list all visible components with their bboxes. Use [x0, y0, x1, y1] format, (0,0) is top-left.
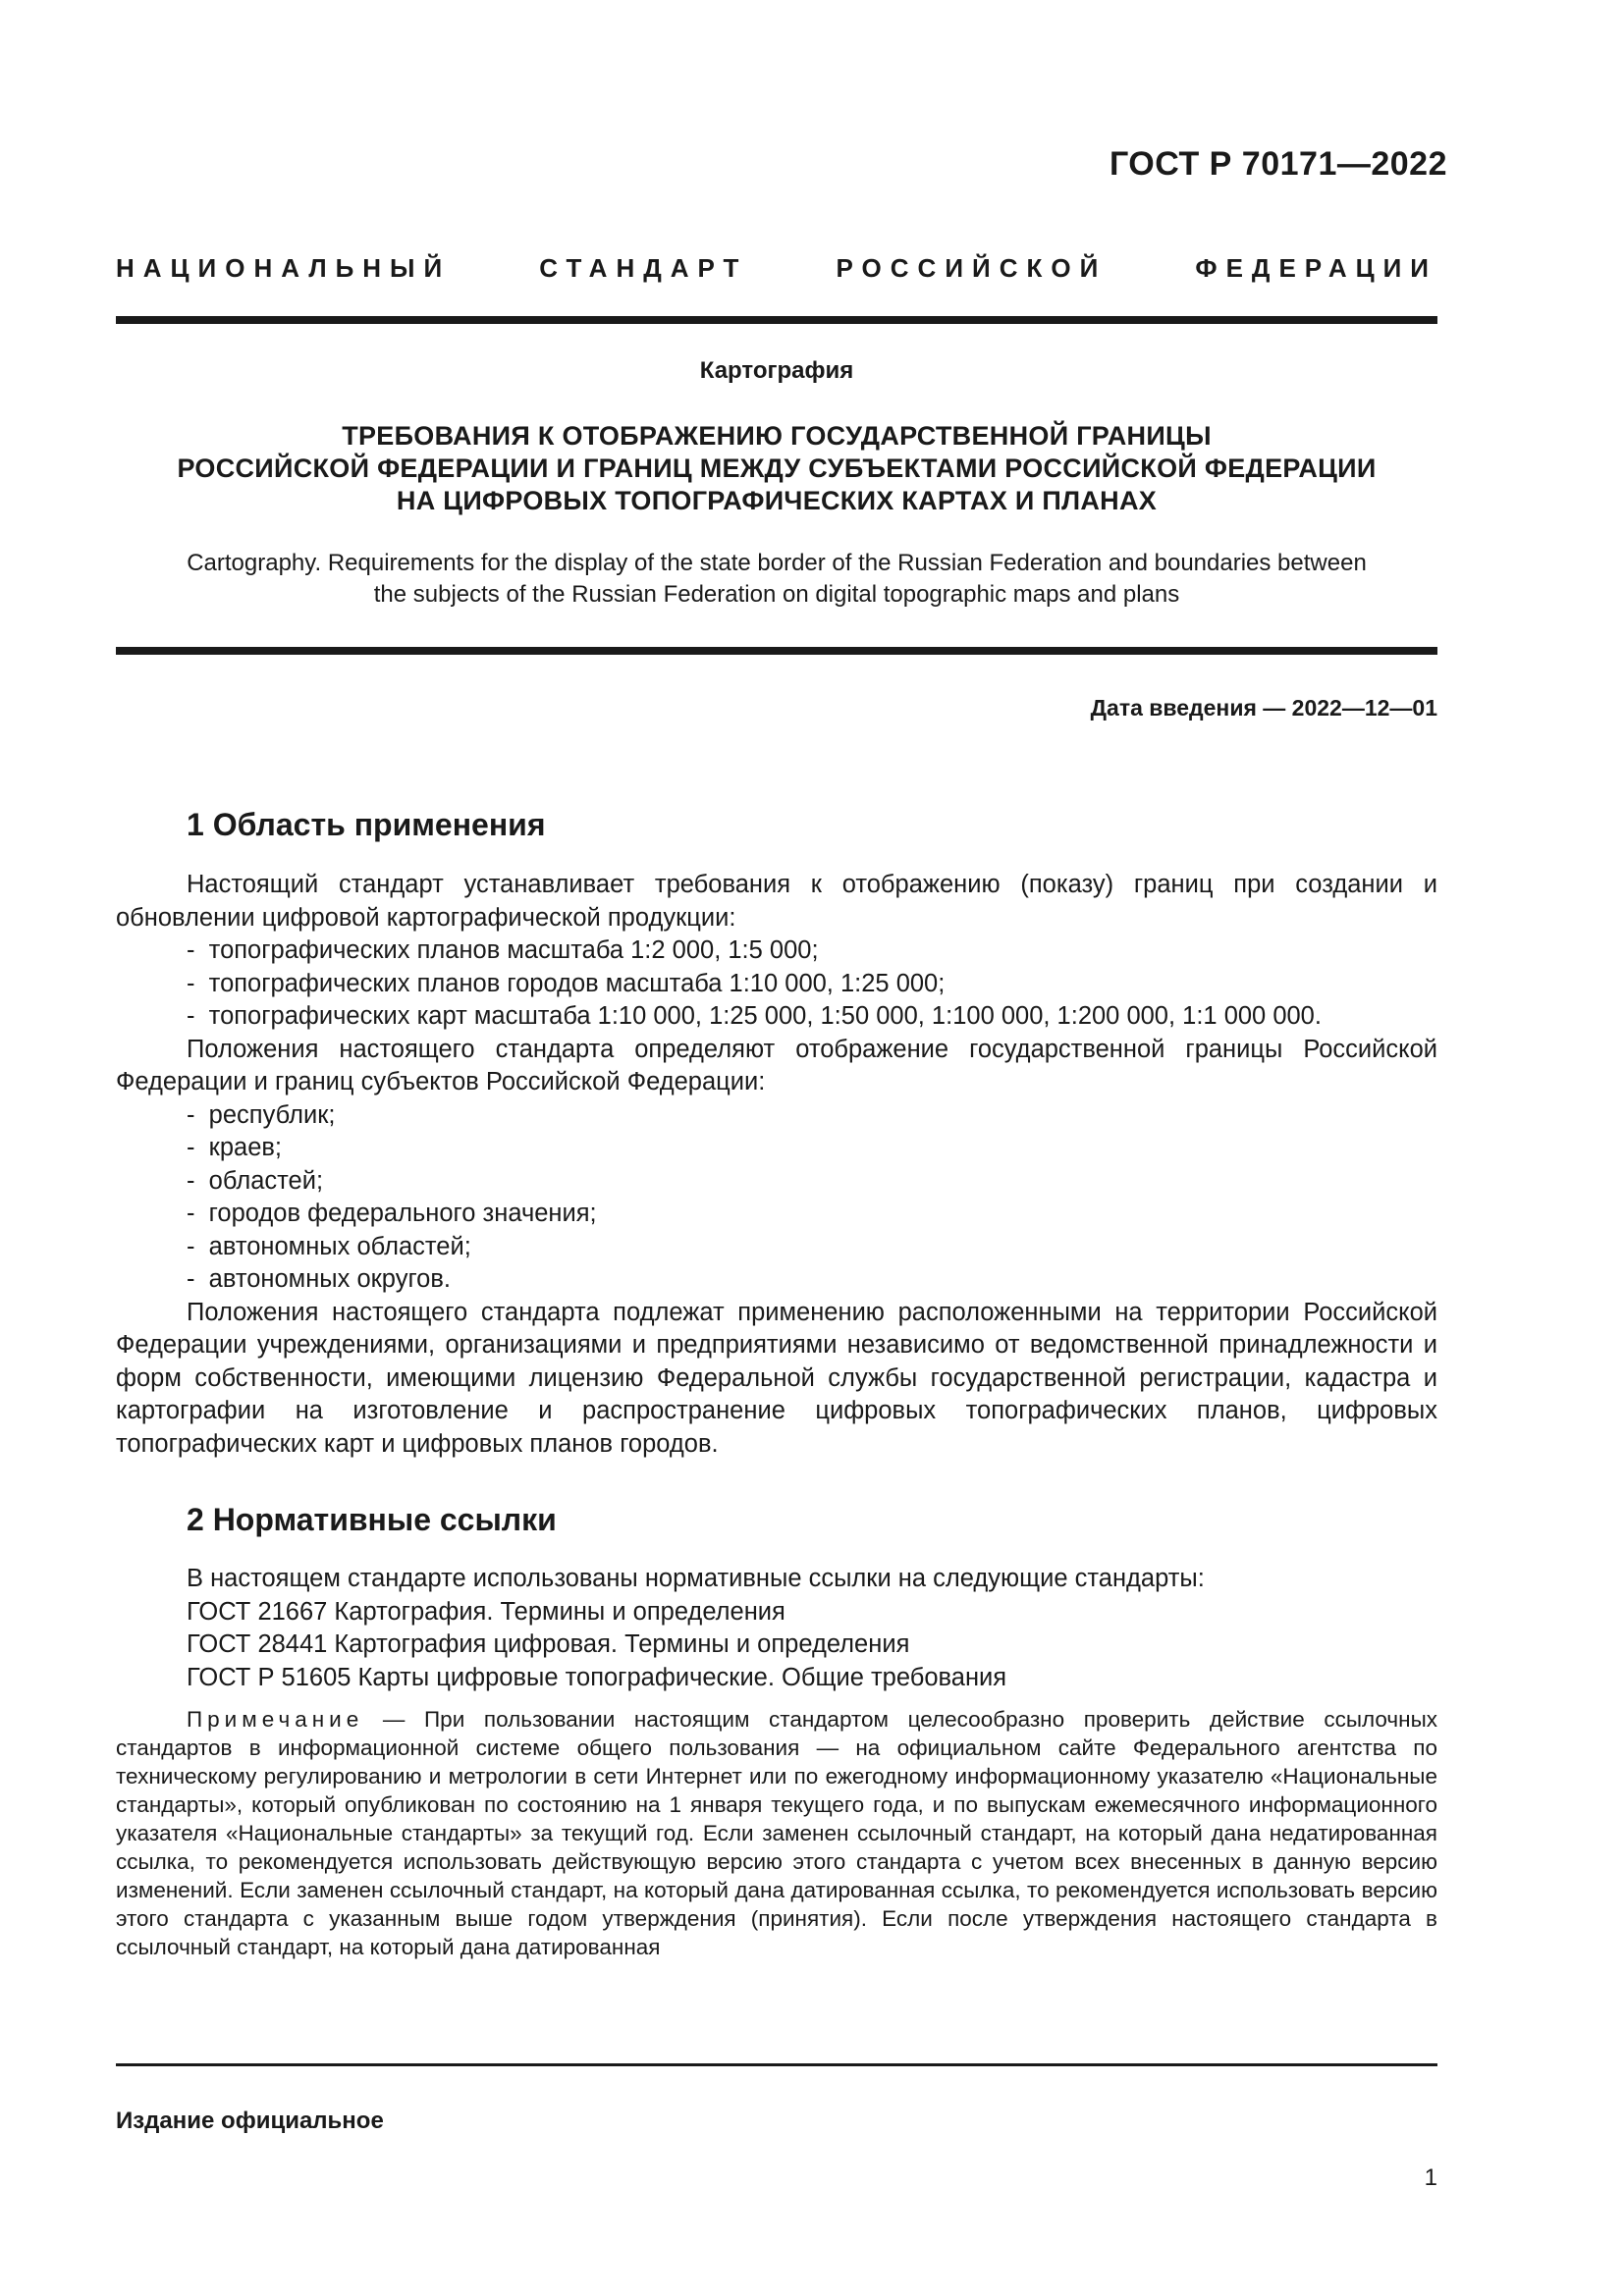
title-ru-line: РОССИЙСКОЙ ФЕДЕРАЦИИ И ГРАНИЦ МЕЖДУ СУБЪЕКТАМИ РОССИЙСКОЙ ФЕДЕРАЦИИ — [177, 454, 1377, 483]
title-ru-line: ТРЕБОВАНИЯ К ОТОБРАЖЕНИЮ ГОСУДАРСТВЕННОЙ ГРАНИЦЫ — [342, 421, 1212, 451]
list-item: - автономных округов. — [116, 1263, 1437, 1297]
section-2-intro: В настоящем стандарте использованы нормативные ссылки на следующие стандарты: — [187, 1565, 1205, 1592]
section-1-paragraph: Положения настоящего стандарта подлежат применению расположенными на территории Российской Федерации учреждениями, организациями и предприятиями независимо от ведомственной принадлежности и форм собственности, имеющими лицензию Федеральной службы государственной регистрации, кадастра и картографии на изготовление и распространение цифровых топографических планов, цифровых топографических карт и цифровых планов городов. — [116, 1298, 1437, 1458]
list-item: - краев; — [116, 1132, 1437, 1165]
federation-subjects-list — [116, 1099, 1437, 1297]
document-subject: Картография — [699, 357, 854, 384]
section-1-body — [116, 869, 1437, 1461]
section-1-paragraph: Положения настоящего стандарта определяют отображение государственной границы Российской Федерации и границ субъектов Российской Федерации: — [116, 1035, 1437, 1095]
title-en-line: Cartography. Requirements for the display of the state border of the Russian Federation and boundaries between — [187, 550, 1367, 576]
document-number: ГОСТ Р 70171—2022 — [1109, 145, 1447, 183]
footer-divider — [116, 2063, 1437, 2066]
normative-reference: ГОСТ 28441 Картография цифровая. Термины и определения — [187, 1630, 910, 1658]
reference-note — [116, 1705, 1437, 1961]
list-item: - автономных областей; — [116, 1231, 1437, 1264]
introduction-date: Дата введения — 2022—12—01 — [1090, 695, 1437, 721]
official-edition-label: Издание официальное — [116, 2108, 384, 2134]
section-2-heading: 2 Нормативные ссылки — [187, 1502, 557, 1537]
title-divider — [116, 647, 1437, 655]
section-1-heading: 1 Область применения — [187, 807, 546, 842]
map-scale-list — [116, 934, 1437, 1034]
title-en-line: the subjects of the Russian Federation on digital topographic maps and plans — [373, 581, 1180, 608]
section-1-paragraph: Настоящий стандарт устанавливает требования к отображению (показу) границ при создании и обновлении цифровой картографической продукции: — [116, 871, 1437, 932]
normative-reference: ГОСТ Р 51605 Карты цифровые топографические. Общие требования — [187, 1663, 1007, 1691]
list-item: - городов федерального значения; — [116, 1198, 1437, 1231]
note-text: — При пользовании настоящим стандартом целесообразно проверить действие ссылочных стандартов в информационной системе общего пользования — на официальном сайте Федерального агентства по техническому регулированию и метрологии в сети Интернет или по ежегодному информационному указателю «Национальные стандарты», который опубликован по состоянию на 1 января текущего года, и по выпускам ежемесячного информационного указателя «Национальные стандарты» за текущий год. Если заменен ссылочный стандарт, на который дана недатированная ссылка, то рекомендуется использовать действующую версию этого стандарта с учетом всех внесенных в данную версию изменений. Если заменен ссылочный стандарт, на который дана датированная ссылка, то рекомендуется использовать версию этого стандарта с указанным выше годом утверждения (принятия). Если после утверждения настоящего стандарта в ссылочный стандарт, на который дана датированная — [116, 1707, 1437, 1959]
list-item: - топографических планов городов масштаба 1:10 000, 1:25 000; — [116, 968, 1437, 1001]
document-title-ru — [116, 420, 1437, 517]
normative-reference: ГОСТ 21667 Картография. Термины и определения — [187, 1597, 785, 1626]
section-2-body — [116, 1563, 1437, 1694]
title-ru-line: НА ЦИФРОВЫХ ТОПОГРАФИЧЕСКИХ КАРТАХ И ПЛАНАХ — [396, 486, 1158, 515]
note-label: Примечание — [187, 1707, 364, 1732]
list-item: - областей; — [116, 1165, 1437, 1199]
page-number: 1 — [1424, 2164, 1437, 2191]
national-standard-banner: НАЦИОНАЛЬНЫЙ СТАНДАРТ РОССИЙСКОЙ ФЕДЕРАЦИИ — [116, 253, 1437, 283]
header-divider — [116, 316, 1437, 324]
document-title-en — [116, 548, 1437, 611]
list-item: - топографических карт масштаба 1:10 000, 1:25 000, 1:50 000, 1:100 000, 1:200 000, 1:1 000 000. — [116, 1000, 1437, 1034]
list-item: - топографических планов масштаба 1:2 000, 1:5 000; — [116, 934, 1437, 968]
list-item: - республик; — [116, 1099, 1437, 1133]
